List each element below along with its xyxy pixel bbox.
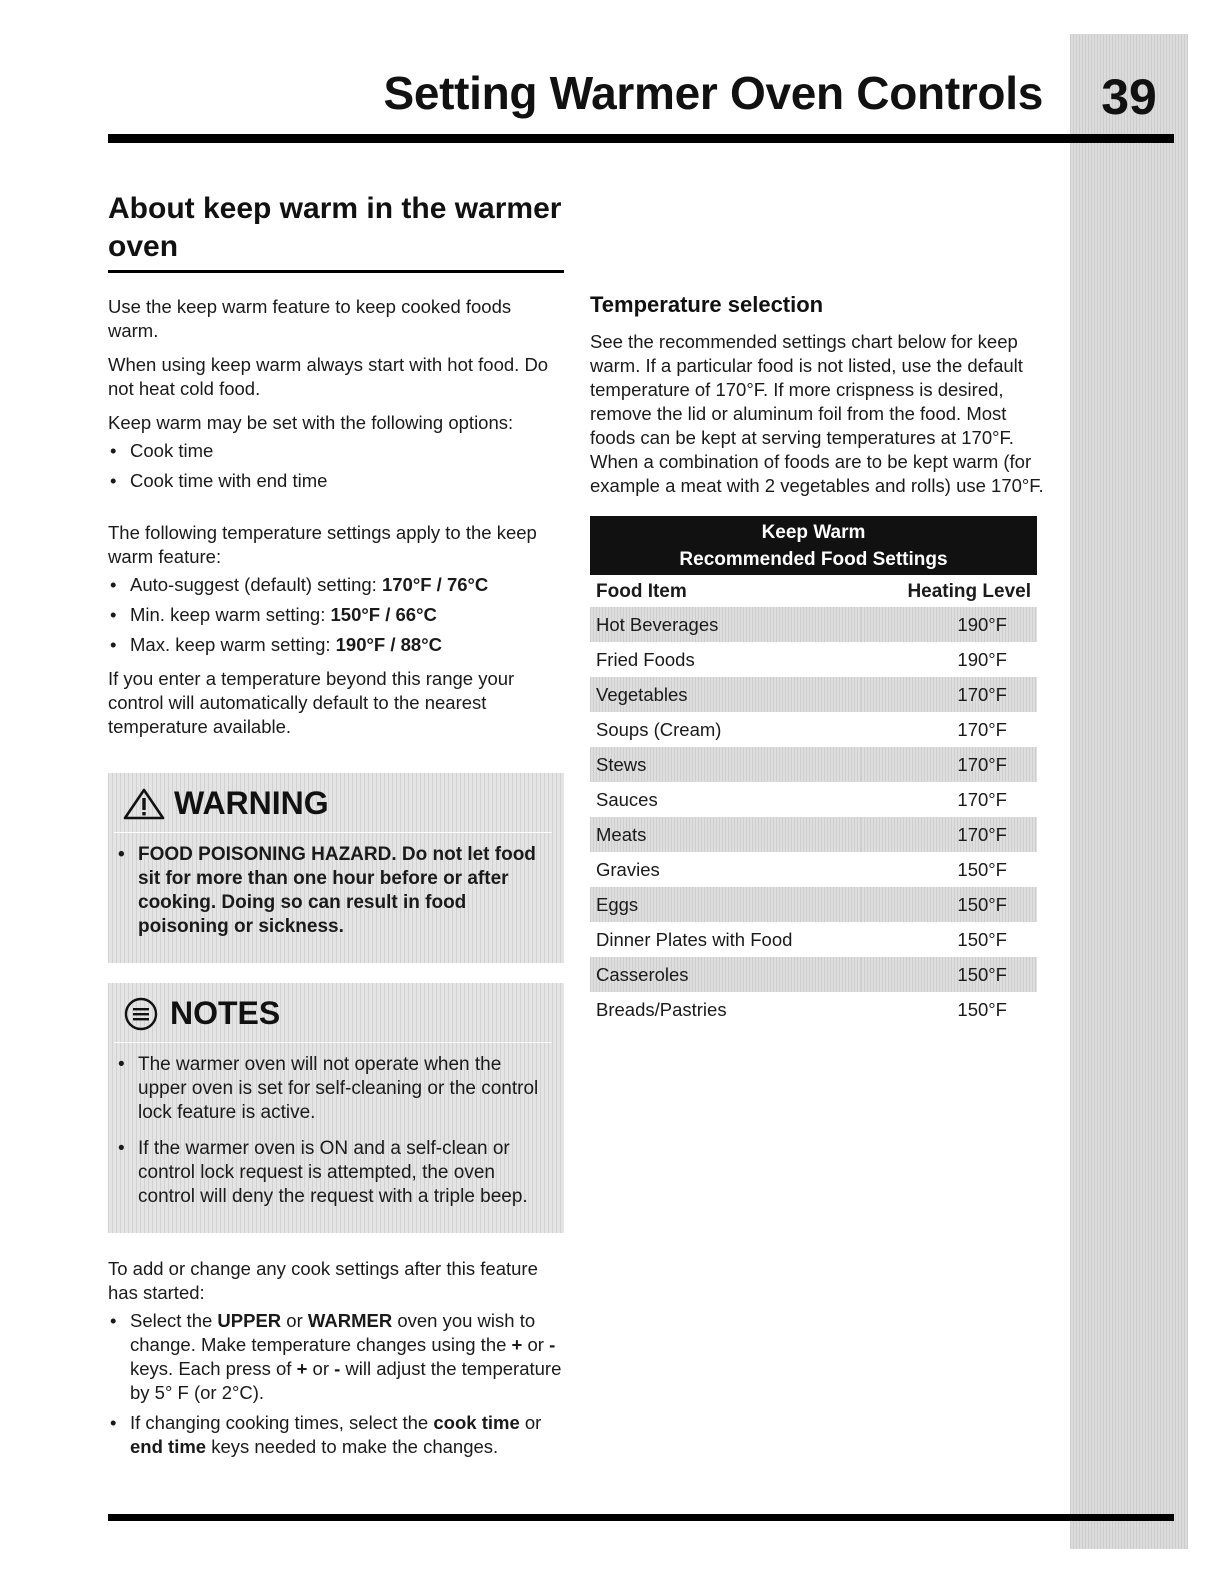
food-settings-table xyxy=(590,516,1037,1027)
temperature-selection-body: See the recommended settings chart below for keep warm. If a particular food is not listed, use the default temperature of 170°F. If more crispness is desired, remove the lid or aluminum foil from the food. Most foods can be kept at serving temperatures at 170°F. When a combination of foods are to be kept warm (for example a meat with 2 vegetables and rolls) use 170°F. xyxy=(590,331,1044,496)
column-header-level: Heating Level xyxy=(861,575,1037,607)
table-row: Breads/Pastries 150°F xyxy=(596,999,1007,1020)
table-row: Sauces 170°F xyxy=(596,789,1007,810)
table-row: Soups (Cream) 170°F xyxy=(596,719,1007,740)
intro-paragraph: Keep warm may be set with the following options: xyxy=(108,412,514,433)
list-item: • If changing cooking times, select the cook time or end time keys needed to make the changes. xyxy=(108,1411,564,1459)
right-column xyxy=(590,292,1050,1027)
settings-list xyxy=(108,573,564,657)
note-item: • If the warmer oven is ON and a self-clean or control lock request is attempted, the oven control will deny the request with a triple beep. xyxy=(114,1137,552,1209)
warning-box xyxy=(108,773,564,963)
notes-icon xyxy=(122,996,162,1032)
table-row: Casseroles 150°F xyxy=(590,957,1037,992)
intro-paragraph: When using keep warm always start with hot food. Do not heat cold food. xyxy=(108,354,549,399)
temperature-intro: The following temperature settings apply to the keep warm feature: xyxy=(108,522,537,567)
list-item: • Select the UPPER or WARMER oven you wish to change. Make temperature changes using the + or - keys. Each press of + or - will adjust the temperature by 5° F (or 2°C). xyxy=(108,1309,564,1405)
column-header-food: Food Item xyxy=(590,575,861,607)
page-title: Setting Warmer Oven Controls xyxy=(383,67,1043,119)
table-caption: Keep Warm Recommended Food Settings xyxy=(590,516,1037,575)
list-item: • Auto-suggest (default) setting: 170°F / 76°C xyxy=(108,573,564,597)
table-row: Fried Foods 190°F xyxy=(596,649,1007,670)
intro-paragraph: Use the keep warm feature to keep cooked foods warm. xyxy=(108,296,512,341)
table-row: Dinner Plates with Food 150°F xyxy=(596,929,1007,950)
table-row: Gravies 150°F xyxy=(596,859,1007,880)
list-item: • Max. keep warm setting: 190°F / 88°C xyxy=(108,633,564,657)
footer-rule xyxy=(108,1514,1174,1521)
change-list xyxy=(108,1309,564,1459)
note-item: • The warmer oven will not operate when the upper oven is set for self-cleaning or the control lock feature is active. xyxy=(114,1053,552,1125)
header-rule xyxy=(108,134,1174,143)
warning-title: WARNING xyxy=(174,785,329,821)
notes-box xyxy=(108,983,564,1233)
table-row: Meats 170°F xyxy=(590,817,1037,852)
list-item: • Cook time with end time xyxy=(108,469,564,493)
temperature-selection-heading: Temperature selection xyxy=(590,292,824,317)
left-column xyxy=(108,190,564,1469)
change-intro: To add or change any cook settings after this feature has started: xyxy=(108,1258,538,1303)
table-row: Stews 170°F xyxy=(590,747,1037,782)
table-row: Hot Beverages 190°F xyxy=(590,607,1037,642)
range-note: If you enter a temperature beyond this range your control will automatically default to the nearest temperature available. xyxy=(108,668,515,737)
list-item: • Min. keep warm setting: 150°F / 66°C xyxy=(108,603,564,627)
table-row: Eggs 150°F xyxy=(590,887,1037,922)
warning-triangle-icon xyxy=(122,787,166,821)
warning-item: • FOOD POISONING HAZARD. Do not let food sit for more than one hour before or after cooking. Doing so can result in food poisoning or sickness. xyxy=(114,843,552,939)
table-row: Vegetables 170°F xyxy=(590,677,1037,712)
page-number: 39 xyxy=(1101,69,1157,125)
side-tab-band xyxy=(1070,34,1188,1549)
section-heading: About keep warm in the warmer oven xyxy=(108,190,564,273)
table-header-row xyxy=(590,575,1037,607)
list-item: • Cook time xyxy=(108,439,564,463)
notes-title: NOTES xyxy=(170,995,281,1031)
options-list xyxy=(108,439,564,493)
